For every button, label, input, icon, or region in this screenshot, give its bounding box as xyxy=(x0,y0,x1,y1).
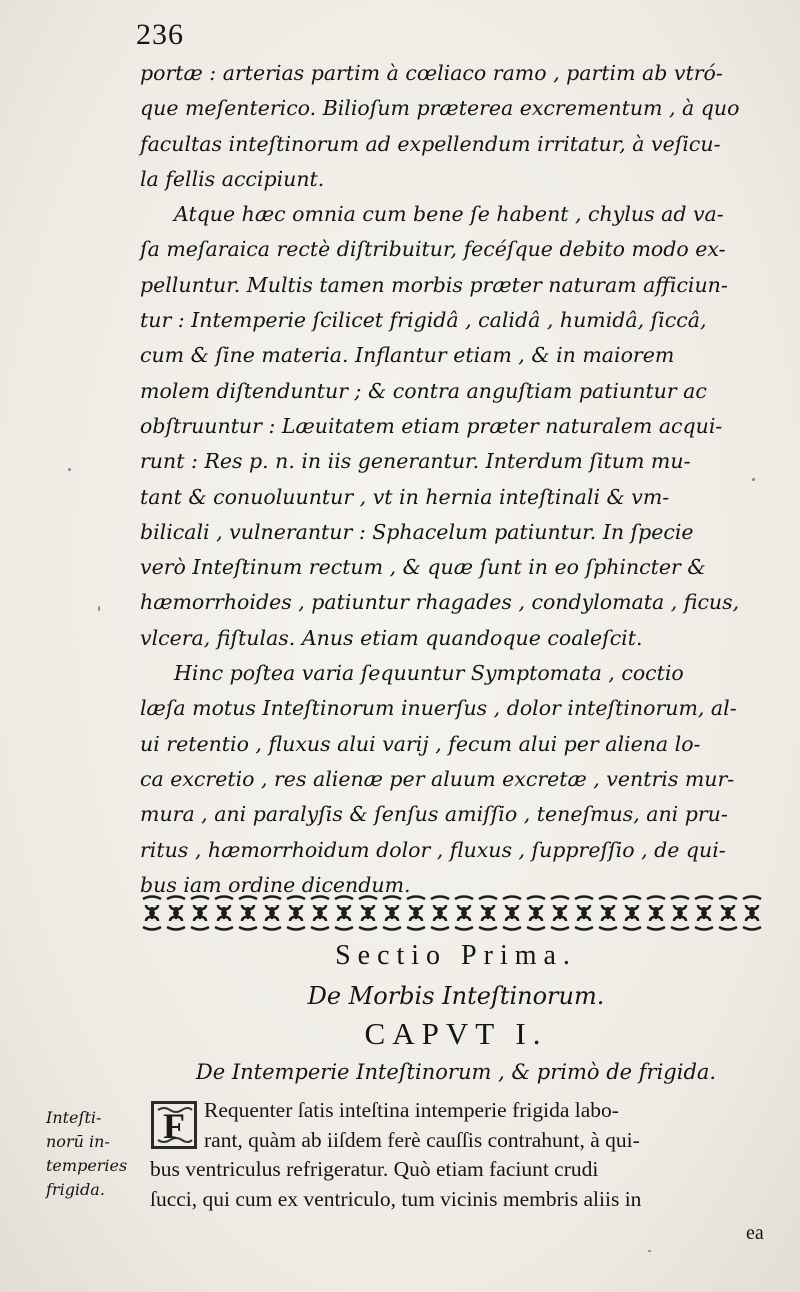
text-line: runt : Res p. n. in iis generantur. Interdum ſitum mu- xyxy=(140,449,691,474)
text-line: tur : Intemperie ſcilicet frigidâ , calidâ , humidâ, ſiccâ, xyxy=(140,308,707,333)
paper-speck xyxy=(648,1250,651,1252)
text-line: pelluntur. Multis tamen morbis præter naturam afficiun- xyxy=(140,272,728,297)
ornament-band xyxy=(140,893,772,933)
text-line: Requenter ſatis inteſtina intemperie frigida labo- xyxy=(204,1098,619,1122)
ornament-unit xyxy=(239,897,257,930)
chapter-body xyxy=(150,1096,790,1214)
ornament-unit xyxy=(671,897,689,930)
text-line: que meſenterico. Bilioſum præterea excrementum , à quo xyxy=(140,96,740,121)
ornament-unit xyxy=(143,897,161,930)
ornament-unit xyxy=(479,897,497,930)
body-text xyxy=(140,56,770,903)
margin-note-line: frigida. xyxy=(46,1180,105,1199)
text-line: bus iam ordine dicendum. xyxy=(140,872,411,897)
ornament-unit xyxy=(215,897,233,930)
text-line: verò Inteſtinum rectum , & quæ ſunt in eo ſphincter & xyxy=(140,555,706,580)
ornament-unit xyxy=(311,897,329,930)
text-line: Hinc poſtea varia ſequuntur Symptomata , coctio xyxy=(174,661,684,686)
margin-note-line: Inteſti- xyxy=(46,1108,102,1127)
text-line: rant, quàm ab iiſdem ferè cauſſis contrahunt, à qui- xyxy=(204,1127,640,1152)
margin-note xyxy=(46,1106,146,1202)
ornament-unit xyxy=(287,897,305,930)
text-line: læſa motus Inteſtinorum inuerſus , dolor inteſtinorum, al- xyxy=(140,696,737,721)
paper-speck xyxy=(752,478,755,481)
ornament-unit xyxy=(359,897,377,930)
text-line: portæ : arterias partim à cœliaco ramo , partim ab vtró- xyxy=(140,61,723,85)
ornament-unit xyxy=(455,897,473,930)
page-number: 236 xyxy=(136,18,184,51)
text-line: ca excretio , res alienæ per aluum excretæ , ventris mur- xyxy=(140,766,735,791)
ornament-unit xyxy=(383,897,401,930)
text-line: ritus , hæmorrhoidum dolor , fluxus , ſuppreſſio , de qui- xyxy=(140,837,726,862)
ornament-unit xyxy=(719,897,737,930)
text-line: molem diſtenduntur ; & contra anguſtiam patiuntur ac xyxy=(140,378,707,403)
ornament-border-icon xyxy=(140,893,772,933)
ornament-unit xyxy=(167,897,185,930)
paper-speck xyxy=(98,606,100,611)
text-line: tant & conuoluuntur , vt in hernia inteſtinali & vm- xyxy=(140,484,670,509)
text-line: cum & ſine materia. Inflantur etiam , & in maiorem xyxy=(140,343,675,368)
text-line: ui retentio , fluxus alui varij , fecum alui per aliena lo- xyxy=(140,731,701,756)
ornament-unit xyxy=(647,897,665,930)
ornament-unit xyxy=(743,897,761,930)
text-line: mura , ani paralyſis & ſenſus amiſſio , teneſmus, ani pru- xyxy=(140,802,728,827)
ornament-unit xyxy=(191,897,209,930)
ornament-unit xyxy=(623,897,641,930)
chapter-title: CAPVT I. xyxy=(364,1016,548,1051)
text-line: la fellis accipiunt. xyxy=(140,166,325,191)
text-line: vlcera, fiſtulas. Anus etiam quandoque coaleſcit. xyxy=(140,625,643,650)
svg-text:F: F xyxy=(163,1106,185,1146)
margin-note-line: temperies xyxy=(46,1156,128,1175)
text-line: bus ventriculus refrigeratur. Quò etiam faciunt crudi xyxy=(150,1157,599,1181)
text-line: facultas inteſtinorum ad expellendum irritatur, à veſicu- xyxy=(140,131,721,156)
ornament-unit xyxy=(503,897,521,930)
ornament-unit xyxy=(407,897,425,930)
ornament-unit xyxy=(335,897,353,930)
margin-note-line: norū in- xyxy=(46,1132,110,1151)
ornament-unit xyxy=(599,897,617,930)
text-line: ſucci, qui cum ex ventriculo, tum vicinis membris aliis in xyxy=(150,1186,642,1211)
text-line: Atque hæc omnia cum bene ſe habent , chylus ad va- xyxy=(174,202,724,227)
chapter-subtitle: De Intemperie Inteſtinorum , & primò de frigida. xyxy=(195,1060,717,1084)
paper-speck xyxy=(68,468,71,471)
ornament-unit xyxy=(263,897,281,930)
section-subtitle: De Morbis Inteſtinorum. xyxy=(307,982,605,1010)
text-line: hæmorrhoides , patiuntur rhagades , condylomata , ficus, xyxy=(140,590,740,615)
text-line: ſa meſaraica rectè diſtribuitur, fecéſque debito modo ex- xyxy=(140,237,726,262)
ornament-unit xyxy=(575,897,593,930)
ornament-unit xyxy=(695,897,713,930)
text-line: obſtruuntur : Læuitatem etiam præter naturalem acqui- xyxy=(140,413,723,438)
catchword: ea xyxy=(746,1222,764,1244)
section-title: Sectio Prima. xyxy=(335,940,577,971)
ornament-unit xyxy=(431,897,449,930)
ornament-unit xyxy=(551,897,569,930)
text-line: bilicali , vulnerantur : Sphacelum patiuntur. In ſpecie xyxy=(140,519,694,544)
ornament-unit xyxy=(527,897,545,930)
